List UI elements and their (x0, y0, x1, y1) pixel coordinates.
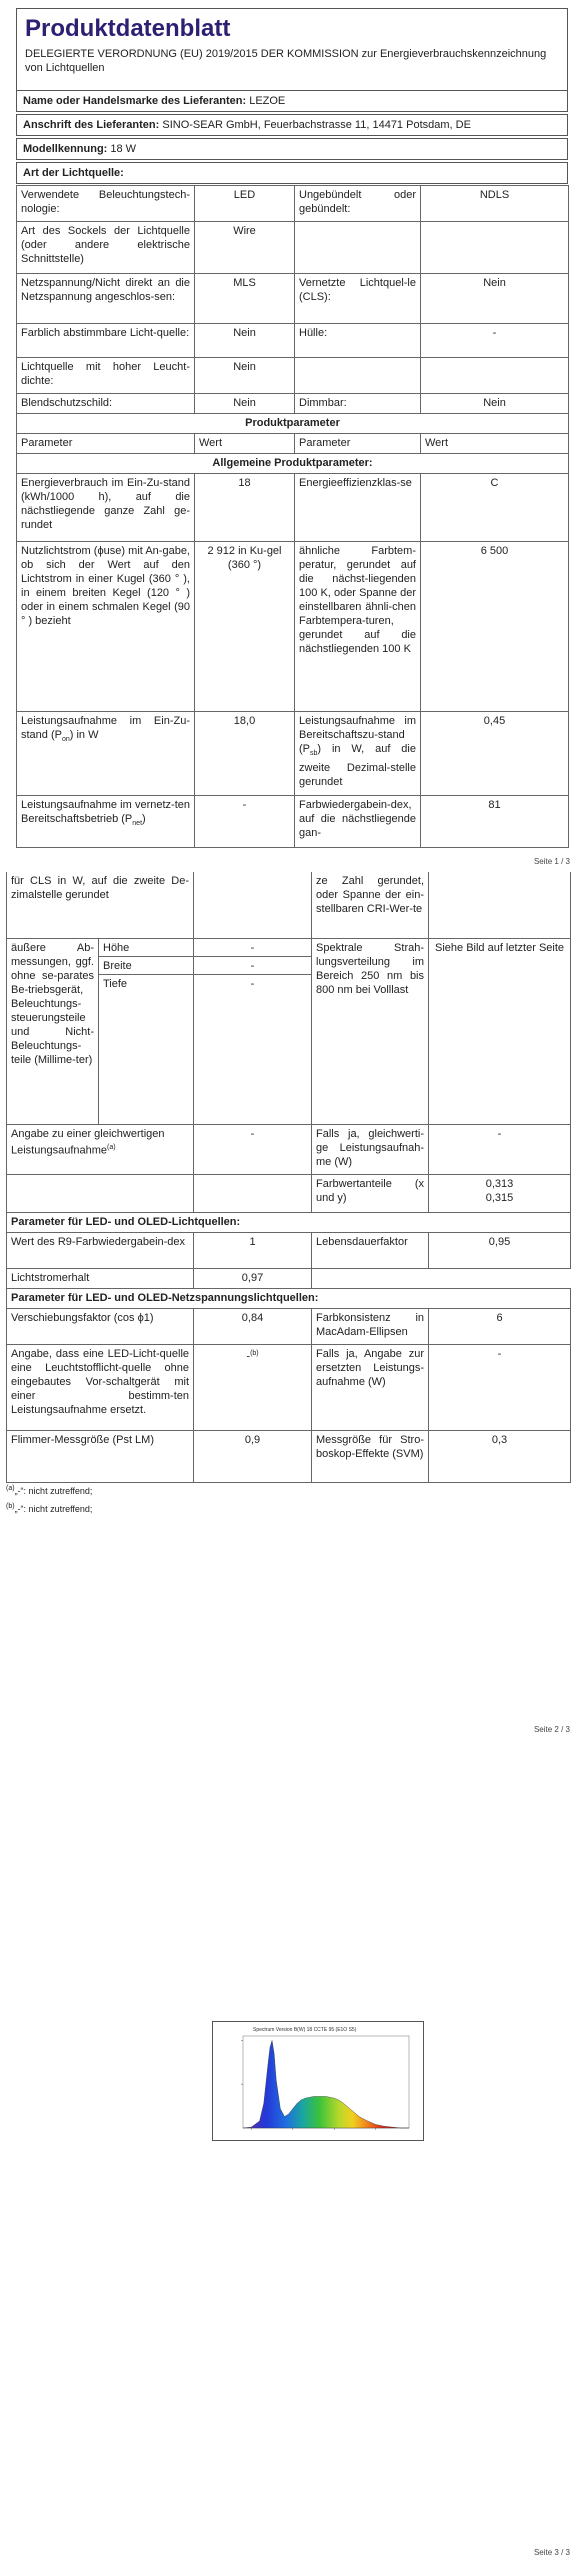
chromaticity-x: 0,313 (485, 1177, 514, 1190)
page-number: Seite 1 / 3 (533, 857, 570, 866)
cell-label: Energieverbrauch im Ein-Zu-stand (kWh/1000 h), auf die nächstliegende ganze Zahl ge-rundet (17, 474, 195, 542)
page-number: Seite 2 / 3 (533, 1725, 570, 1734)
cell-value: NDLS (421, 186, 569, 222)
cell-value: Nein (195, 394, 295, 414)
cell-label: Leistungsaufnahme im Ein-Zu-stand $(P_{on})$ in W (17, 712, 195, 796)
table-row (17, 542, 569, 712)
table-row (17, 414, 569, 434)
equivalent-label: Angabe zu einer gleichwertigen Leistungsaufnahme (11, 1127, 165, 1157)
cell-empty (421, 222, 569, 274)
column-header-param: Parameter (295, 434, 421, 454)
cell-label: Farbkonsistenz in MacAdam-Ellipsen (312, 1308, 429, 1344)
supplier-address-row (16, 114, 568, 136)
cell-label: für CLS in W, auf die zweite De-zimalstelle gerundet (7, 872, 194, 938)
led-oled-title: Parameter für LED- und OLED-Lichtquellen: (7, 1212, 571, 1232)
supplier-address-value: SINO-SEAR GmbH, Feuerbachstrasse 11, 14471 Potsdam, DE (162, 119, 471, 131)
light-source-table (16, 185, 569, 848)
dimensions-values (194, 938, 312, 1124)
cell-value-empty (194, 872, 312, 938)
led-mains-title: Parameter für LED- und OLED-Netzspannungslichtquellen: (7, 1288, 571, 1308)
spectral-label: Spektrale Strah-lungsverteilung im Bereich 250 nm bis 800 nm bei Volllast (312, 938, 429, 1124)
product-params-title: Produktparameter (17, 414, 569, 434)
cell-label: Ungebündelt oder gebündelt: (295, 186, 421, 222)
cell-label: Messgröße für Stro-boskop-Effekte (SVM) (312, 1430, 429, 1482)
page-1 (0, 0, 576, 868)
cell-label: Leistungsaufnahme im vernetz-ten Bereitschaftsbetrieb $(P_{net})$ (17, 796, 195, 848)
table-row (7, 1232, 571, 1268)
page-2 (0, 868, 576, 1736)
supplier-brand-value: LEZOE (249, 95, 286, 107)
cell-label: Falls ja, Angabe zur ersetzten Leistungs-aufnahme (W) (312, 1344, 429, 1430)
cell-value: 0,95 (429, 1232, 571, 1268)
table-row (7, 1344, 571, 1430)
table-row (7, 1174, 571, 1212)
cell-value: 0,9 (194, 1430, 312, 1482)
chart-title: Spectrum Version B(W) 18 CCTE 95 (E1O S5) (253, 2027, 357, 2033)
chromaticity-label: Farbwertanteile (x und y) (312, 1174, 429, 1212)
table-row (17, 454, 569, 474)
footnote-a (6, 1482, 92, 1498)
cell-label: Netzspannung/Nicht direkt an die Netzspannung angeschlos-sen: (17, 274, 195, 324)
supplier-brand-label: Name oder Handelsmarke des Lieferanten: (23, 95, 247, 107)
page-3 (0, 1736, 576, 2560)
cell-value: 0,97 (194, 1268, 312, 1288)
cell-label: Lebensdauerfaktor (312, 1232, 429, 1268)
cell-label: Farbwiedergabein-dex, auf die nächstliegende gan- (295, 796, 421, 848)
cell-value: 18 (195, 474, 295, 542)
spectral-distribution-chart (212, 2021, 424, 2141)
table-row (17, 358, 569, 394)
cell-empty (194, 1174, 312, 1212)
dimensions-label: äußere Ab-messungen, ggf. ohne se-parates Be-triebsgerät, Beleuchtungs-steuerungsteile und Nicht-Beleuchtungs-teile (Millime-ter) (7, 938, 99, 1124)
header-box (16, 8, 568, 91)
table-row (17, 712, 569, 796)
cell-label: Art des Sockels der Lichtquelle (oder andere elektrische Schnittstelle) (17, 222, 195, 274)
table-row (7, 1212, 571, 1232)
cell-label: Energieeffizienzklas-se (295, 474, 421, 542)
cell-label: Verwendete Beleuchtungstech-nologie: (17, 186, 195, 222)
cell-value: MLS (195, 274, 295, 324)
cell-label: Dimmbar: (295, 394, 421, 414)
cell-value: 81 (421, 796, 569, 848)
cell-value-empty (429, 872, 571, 938)
cell-label: Nutzlichtstrom (ϕuse) mit An-gabe, ob sich der Wert auf den Lichtstrom in einer Kugel (360 ° ), in einem breiten Kegel (120 ° ) oder in einem schmalen Kegel (90 ° ) bezieht (17, 542, 195, 712)
width-label: Breite (99, 957, 193, 975)
table-header-row (17, 434, 569, 454)
cell-value: - (429, 1344, 571, 1430)
cell-value: - (246, 1350, 251, 1363)
footnote-mark: (a) (6, 1485, 15, 1492)
cell-label: Verschiebungsfaktor (cos ϕ1) (7, 1308, 194, 1344)
cell-empty (421, 358, 569, 394)
cell-value: 0,3 (429, 1430, 571, 1482)
chromaticity-y: 0,315 (485, 1191, 514, 1204)
general-params-title: Allgemeine Produktparameter: (17, 454, 569, 474)
column-header-value: Wert (195, 434, 295, 454)
cell-value: - (194, 1124, 312, 1174)
cell-label: Vernetzte Lichtquel-le (CLS): (295, 274, 421, 324)
table-row (7, 1308, 571, 1344)
cell-value: Nein (195, 358, 295, 394)
cell-value: 2 912 in Ku-gel (360 °) (195, 542, 295, 712)
regulation-subtitle: DELEGIERTE VERORDNUNG (EU) 2019/2015 DER KOMMISSION zur Energieverbrauchskennzeichnung von Lichtquellen (25, 48, 547, 74)
model-label: Modellkennung: (23, 143, 108, 155)
cell-label: ze Zahl gerundet, oder Spanne der ein-stellbaren CRI-Wer-te (312, 872, 429, 938)
width-value: - (194, 957, 311, 975)
light-source-section (16, 162, 568, 184)
dimensions-row (7, 938, 571, 1124)
table-row (17, 324, 569, 358)
column-header-value: Wert (421, 434, 569, 454)
column-header-param: Parameter (17, 434, 195, 454)
height-value: - (194, 939, 311, 957)
cell-value: 6 500 (421, 542, 569, 712)
cell-label: Blendschutzschild: (17, 394, 195, 414)
page-title: Produktdatenblatt (25, 15, 231, 42)
cell-empty (7, 1174, 194, 1212)
cell-value: 6 (429, 1308, 571, 1344)
supplier-address-label: Anschrift des Lieferanten: (23, 119, 160, 131)
chromaticity-values (429, 1174, 571, 1212)
table-row (7, 872, 571, 938)
height-label: Höhe (99, 939, 193, 957)
table-row (17, 394, 569, 414)
dimensions-subcells (99, 938, 194, 1124)
cell-value: LED (195, 186, 295, 222)
table-row (17, 222, 569, 274)
product-params-table-continued (6, 872, 571, 1483)
equivalent-label-cell (7, 1124, 194, 1174)
table-row (7, 1124, 571, 1174)
cell-empty (295, 222, 421, 274)
depth-label: Tiefe (103, 977, 128, 990)
cell-label: Falls ja, gleichwerti-ge Leistungsaufnah-me (W) (312, 1124, 429, 1174)
light-source-title: Art der Lichtquelle: (23, 167, 124, 179)
footnote-mark: (b) (6, 1503, 15, 1510)
cell-label: Leistungsaufnahme im Bereitschaftszu-stand $(P_{sb})$ in W, auf die zweite Dezimal-stelle gerundet (295, 712, 421, 796)
cell-label: Farblich abstimmbare Licht-quelle: (17, 324, 195, 358)
table-row (7, 1430, 571, 1482)
cell-value: 18,0 (195, 712, 295, 796)
spectrum-svg (213, 2022, 425, 2142)
cell-label: Flimmer-Messgröße (Pst LM) (7, 1430, 194, 1482)
cell-empty (312, 1268, 571, 1288)
cell-value: 1 (194, 1232, 312, 1268)
cell-label: Hülle: (295, 324, 421, 358)
table-row (17, 186, 569, 222)
model-row (16, 138, 568, 160)
cell-label: Lichtstromerhalt (7, 1268, 194, 1288)
model-value: 18 W (110, 143, 137, 155)
footnote-text: „-“: nicht zutreffend; (14, 1504, 93, 1514)
cell-value: C (421, 474, 569, 542)
cell-label: Lichtquelle mit hoher Leucht-dichte: (17, 358, 195, 394)
table-row (7, 1268, 571, 1288)
page-number: Seite 3 / 3 (533, 2548, 570, 2557)
cell-value: - (421, 324, 569, 358)
cell-value: Wire (195, 222, 295, 274)
cell-value: - (195, 796, 295, 848)
supplier-brand-row (16, 90, 568, 112)
table-row (7, 1288, 571, 1308)
footnote-b (6, 1500, 92, 1516)
cell-empty (295, 358, 421, 394)
cell-value: Nein (195, 324, 295, 358)
footnote-ref-b: (b) (250, 1349, 259, 1357)
cell-value: Nein (421, 394, 569, 414)
footnote-text: „-“: nicht zutreffend; (14, 1486, 93, 1496)
cell-label: ähnliche Farbtem-peratur, gerundet auf die nächst-liegenden 100 K, oder Spanne der einstellbaren ähnli-chen Farbtempera-turen, gerundet auf die nächstliegenden 100 K (295, 542, 421, 712)
table-row (17, 274, 569, 324)
table-row (17, 474, 569, 542)
cell-label: Wert des R9-Farbwiedergabein-dex (7, 1232, 194, 1268)
cell-value: Nein (421, 274, 569, 324)
cell-value: - (429, 1124, 571, 1174)
spectral-value: Siehe Bild auf letzter Seite (429, 938, 571, 1124)
cell-value-with-ref (194, 1344, 312, 1430)
cell-value: 0,45 (421, 712, 569, 796)
footnote-ref-a: (a) (107, 1143, 116, 1151)
cell-label: Angabe, dass eine LED-Licht-quelle eine Leuchtstofflicht-quelle ohne eingebautes Vor-schaltgerät mit einer bestimm-ten Leistungsaufnahme ersetzt. (7, 1344, 194, 1430)
cell-value: 0,84 (194, 1308, 312, 1344)
table-row (17, 796, 569, 848)
depth-value: - (250, 977, 255, 990)
